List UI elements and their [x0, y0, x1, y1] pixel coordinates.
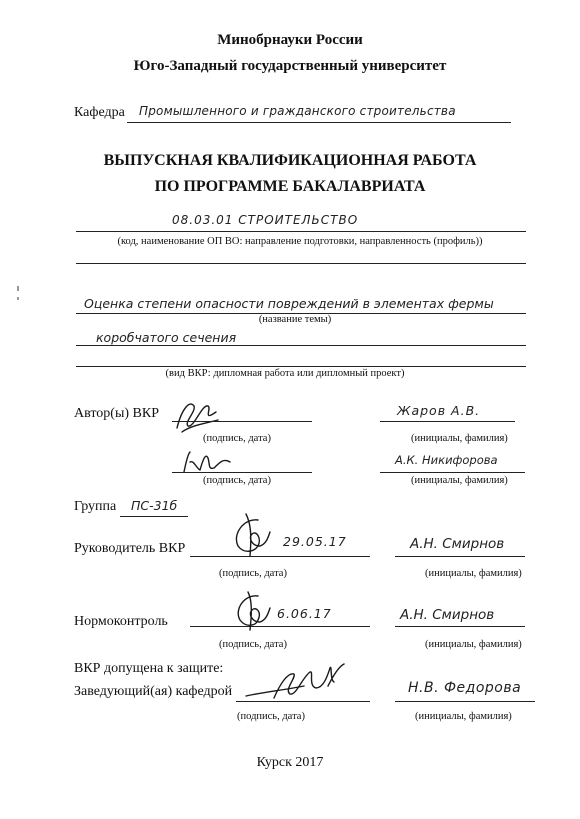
authors-label: Автор(ы) ВКР: [74, 406, 159, 421]
city-year: Курск 2017: [256, 755, 324, 770]
head-name-handwritten: Н.В. Федорова: [408, 680, 522, 696]
work-type-line: [76, 366, 526, 367]
supervisor-name-line: [395, 556, 525, 557]
program-underline: [76, 231, 526, 232]
scan-mark: [17, 286, 19, 291]
author2-name-caption: (инициалы, фамилия): [411, 475, 508, 486]
work-title-line1: ВЫПУСКНАЯ КВАЛИФИКАЦИОННАЯ РАБОТА: [103, 152, 477, 169]
author2-signature: [180, 448, 240, 478]
normcontrol-name-handwritten: А.Н. Смирнов: [400, 607, 495, 623]
supervisor-signature: [228, 512, 276, 558]
scan-mark: [17, 297, 19, 300]
group-label: Группа: [74, 499, 117, 514]
admission-label: ВКР допущена к защите:: [74, 661, 224, 676]
supervisor-name-handwritten: А.Н. Смирнов: [410, 536, 505, 552]
head-sign-caption: (подпись, дата): [237, 711, 305, 722]
department-handwritten: Промышленного и гражданского строительства: [139, 104, 456, 118]
author1-name-line: [380, 421, 515, 422]
author1-signature: [172, 398, 222, 438]
group-handwritten: ПС-31б: [131, 498, 178, 513]
author1-name-handwritten: Жаров А.В.: [397, 403, 481, 418]
supervisor-sign-caption: (подпись, дата): [219, 568, 287, 579]
head-name-caption: (инициалы, фамилия): [415, 711, 512, 722]
head-signature: [244, 662, 354, 704]
author1-name-caption: (инициалы, фамилия): [411, 433, 508, 444]
program-caption: (код, наименование ОП ВО: направление подготовки, направленность (профиль)): [117, 236, 483, 247]
topic-handwritten-line1: Оценка степени опасности повреждений в элементах фермы: [84, 296, 494, 311]
ministry-name: Минобрнауки России: [217, 32, 363, 48]
department-underline: [127, 122, 511, 123]
supervisor-label: Руководитель ВКР: [74, 541, 186, 556]
normcontrol-name-caption: (инициалы, фамилия): [425, 639, 522, 650]
head-name-line: [395, 701, 535, 702]
topic-underline-2: [76, 345, 526, 346]
normcontrol-name-line: [395, 626, 525, 627]
program-extra-line: [76, 263, 526, 264]
group-underline: [120, 516, 188, 517]
supervisor-date-handwritten: 29.05.17: [283, 534, 347, 549]
author2-name-line: [380, 472, 525, 473]
department-label: Кафедра: [74, 105, 125, 120]
normcontrol-sign-caption: (подпись, дата): [219, 639, 287, 650]
topic-caption: (название темы): [258, 314, 332, 325]
university-name: Юго-Западный государственный университет: [133, 58, 447, 74]
head-of-department-label: Заведующий(ая) кафедрой: [74, 684, 233, 699]
supervisor-name-caption: (инициалы, фамилия): [425, 568, 522, 579]
program-handwritten: 08.03.01 СТРОИТЕЛЬСТВО: [172, 213, 359, 227]
normcontrol-date-handwritten: 6.06.17: [277, 606, 332, 621]
head-sign-line: [236, 701, 370, 702]
author2-name-handwritten: А.К. Никифорова: [395, 453, 498, 467]
author2-sign-line: [172, 472, 312, 473]
work-type-caption: (вид ВКР: дипломная работа или дипломный проект): [165, 368, 405, 379]
normcontrol-sign-line: [190, 626, 370, 627]
work-title-line2: ПО ПРОГРАММЕ БАКАЛАВРИАТА: [154, 178, 426, 195]
normcontrol-label: Нормоконтроль: [74, 614, 168, 629]
author2-sign-caption: (подпись, дата): [203, 475, 271, 486]
topic-handwritten-line2: коробчатого сечения: [96, 330, 237, 345]
author1-sign-caption: (подпись, дата): [203, 433, 271, 444]
supervisor-sign-line: [190, 556, 370, 557]
author1-sign-line: [172, 421, 312, 422]
